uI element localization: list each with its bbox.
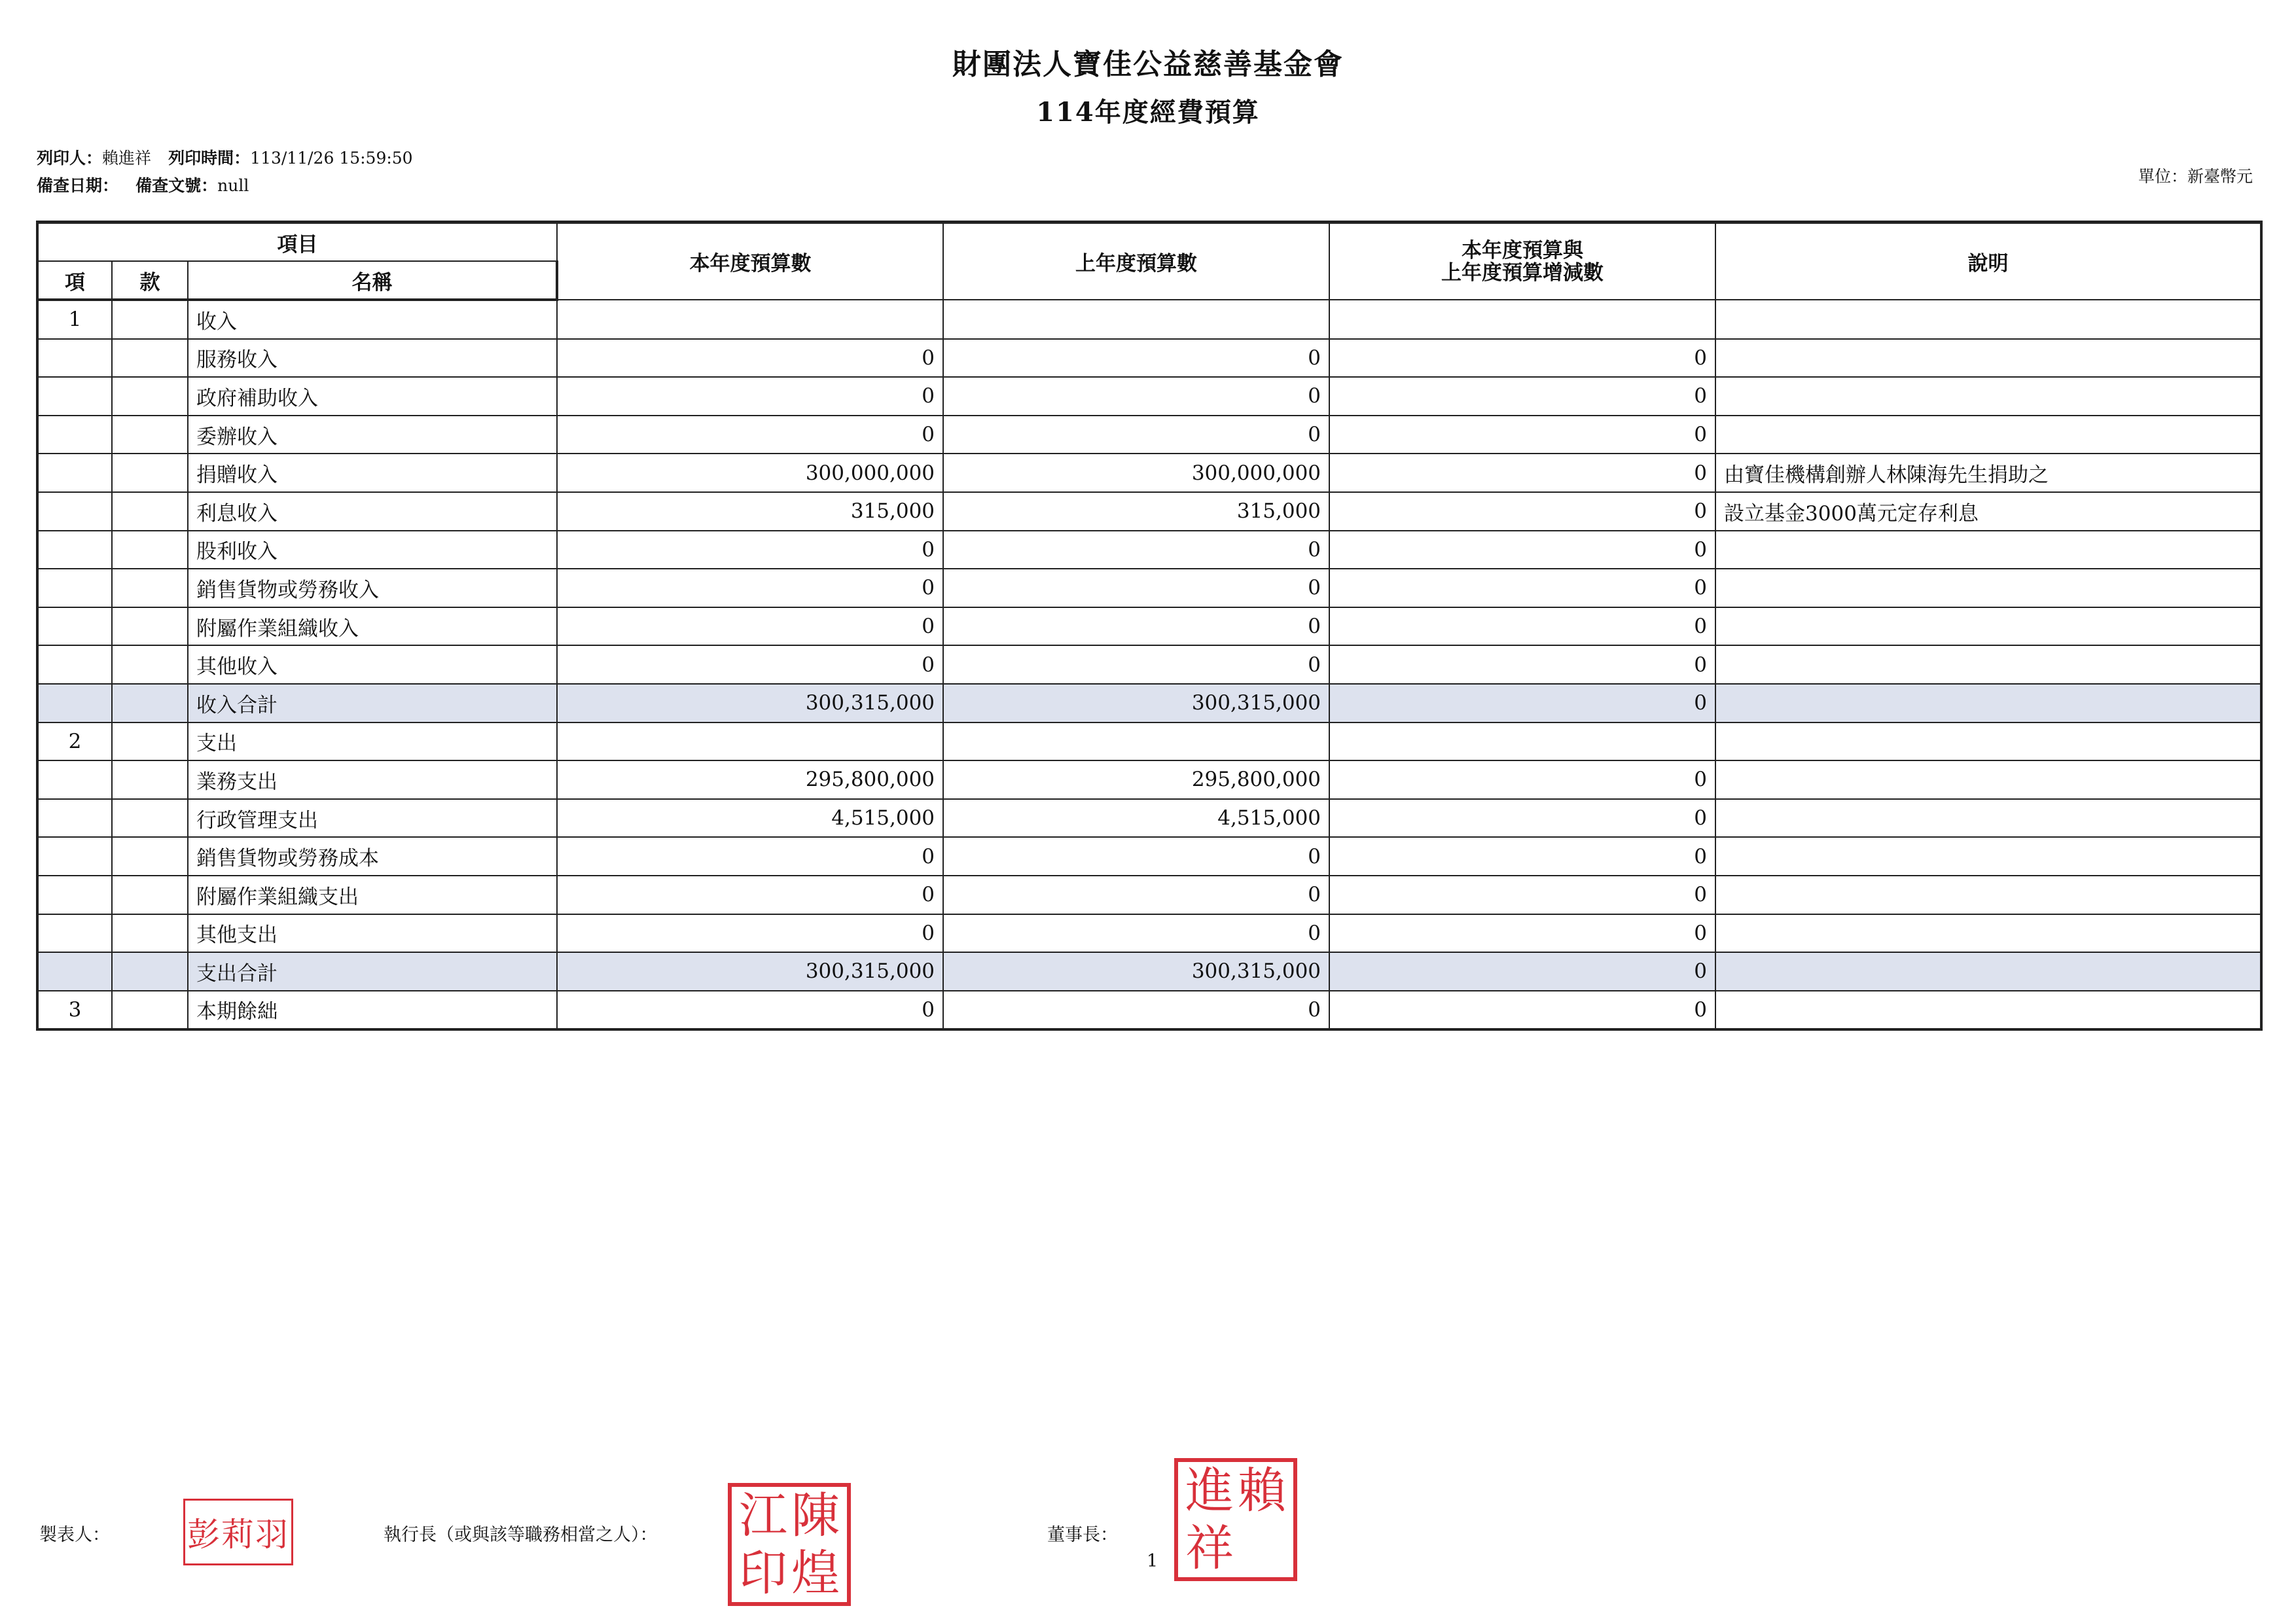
row-diff-cell bbox=[1329, 300, 1715, 339]
filing-no-label: 備查文號： bbox=[135, 176, 218, 195]
table-row bbox=[37, 454, 2261, 492]
row-note-cell bbox=[1715, 722, 2261, 761]
row-previous-cell: 300,315,000 bbox=[943, 952, 1329, 991]
difference-header-line2: 上年度預算增減數 bbox=[1441, 260, 1604, 285]
row-name-cell: 銷售貨物或勞務成本 bbox=[188, 837, 557, 876]
row-name-cell: 行政管理支出 bbox=[188, 799, 557, 838]
row-diff-cell: 0 bbox=[1329, 684, 1715, 722]
row-note-cell bbox=[1715, 952, 2261, 991]
row-note-cell bbox=[1715, 607, 2261, 646]
row-xiang-cell bbox=[37, 569, 112, 607]
row-diff-cell: 0 bbox=[1329, 454, 1715, 492]
row-name-cell: 捐贈收入 bbox=[188, 454, 557, 492]
difference-header bbox=[1329, 223, 1715, 300]
table-row bbox=[37, 416, 2261, 454]
row-name-cell: 支出 bbox=[188, 722, 557, 761]
filing-no-value: null bbox=[217, 176, 249, 195]
preparer-seal: 彭莉羽 bbox=[183, 1499, 293, 1565]
row-note-cell bbox=[1715, 991, 2261, 1030]
row-note-cell bbox=[1715, 645, 2261, 684]
row-kuan-cell bbox=[112, 607, 188, 646]
row-previous-cell: 0 bbox=[943, 569, 1329, 607]
row-diff-cell: 0 bbox=[1329, 760, 1715, 799]
row-kuan-cell bbox=[112, 876, 188, 914]
filing-info bbox=[37, 173, 249, 196]
row-note-cell bbox=[1715, 876, 2261, 914]
row-kuan-cell bbox=[112, 300, 188, 339]
row-current-cell: 4,515,000 bbox=[557, 799, 943, 838]
row-previous-cell: 0 bbox=[943, 645, 1329, 684]
row-note-cell bbox=[1715, 531, 2261, 569]
row-kuan-cell bbox=[112, 492, 188, 531]
row-diff-cell: 0 bbox=[1329, 531, 1715, 569]
row-current-cell: 0 bbox=[557, 531, 943, 569]
row-diff-cell: 0 bbox=[1329, 799, 1715, 838]
row-previous-cell: 295,800,000 bbox=[943, 760, 1329, 799]
row-kuan-cell bbox=[112, 760, 188, 799]
row-diff-cell: 0 bbox=[1329, 645, 1715, 684]
row-kuan-cell bbox=[112, 991, 188, 1030]
row-previous-cell: 0 bbox=[943, 991, 1329, 1030]
row-diff-cell: 0 bbox=[1329, 952, 1715, 991]
row-kuan-cell bbox=[112, 416, 188, 454]
row-previous-cell: 300,000,000 bbox=[943, 454, 1329, 492]
row-current-cell: 315,000 bbox=[557, 492, 943, 531]
row-note-cell: 由寶佳機構創辦人林陳海先生捐助之 bbox=[1715, 454, 2261, 492]
row-name-cell: 收入合計 bbox=[188, 684, 557, 722]
row-current-cell bbox=[557, 300, 943, 339]
row-current-cell: 300,000,000 bbox=[557, 454, 943, 492]
row-name-cell: 業務支出 bbox=[188, 760, 557, 799]
row-kuan-cell bbox=[112, 377, 188, 416]
row-diff-cell bbox=[1329, 722, 1715, 761]
row-current-cell: 0 bbox=[557, 914, 943, 953]
row-xiang-cell bbox=[37, 377, 112, 416]
row-kuan-cell bbox=[112, 339, 188, 378]
row-kuan-cell bbox=[112, 914, 188, 953]
printer-label: 列印人： bbox=[37, 149, 103, 168]
row-diff-cell: 0 bbox=[1329, 991, 1715, 1030]
table-row bbox=[37, 607, 2261, 646]
kuan-header: 款 bbox=[112, 261, 188, 300]
row-previous-cell: 0 bbox=[943, 876, 1329, 914]
row-name-cell: 服務收入 bbox=[188, 339, 557, 378]
page-number: 1 bbox=[1147, 1551, 1158, 1571]
row-kuan-cell bbox=[112, 952, 188, 991]
row-xiang-cell bbox=[37, 492, 112, 531]
row-name-cell: 本期餘絀 bbox=[188, 991, 557, 1030]
row-current-cell: 0 bbox=[557, 377, 943, 416]
table-row bbox=[37, 837, 2261, 876]
chairman-seal: 進 賴 祥 bbox=[1174, 1458, 1297, 1581]
row-note-cell bbox=[1715, 339, 2261, 378]
row-previous-cell: 0 bbox=[943, 607, 1329, 646]
row-diff-cell: 0 bbox=[1329, 339, 1715, 378]
row-diff-cell: 0 bbox=[1329, 837, 1715, 876]
row-kuan-cell bbox=[112, 837, 188, 876]
row-previous-cell bbox=[943, 300, 1329, 339]
row-previous-cell: 0 bbox=[943, 914, 1329, 953]
currency-unit: 單位：新臺幣元 bbox=[2138, 167, 2253, 186]
row-note-cell bbox=[1715, 684, 2261, 722]
table-row bbox=[37, 914, 2261, 953]
row-diff-cell: 0 bbox=[1329, 876, 1715, 914]
row-xiang-cell bbox=[37, 339, 112, 378]
row-current-cell: 0 bbox=[557, 645, 943, 684]
row-previous-cell: 315,000 bbox=[943, 492, 1329, 531]
row-current-cell: 300,315,000 bbox=[557, 952, 943, 991]
row-kuan-cell bbox=[112, 569, 188, 607]
document-title: 114年度經費預算 bbox=[1036, 97, 1260, 128]
row-note-cell bbox=[1715, 914, 2261, 953]
xiang-header: 項 bbox=[37, 261, 112, 300]
table-row bbox=[37, 799, 2261, 838]
row-note-cell: 設立基金3000萬元定存利息 bbox=[1715, 492, 2261, 531]
row-name-cell: 銷售貨物或勞務收入 bbox=[188, 569, 557, 607]
table-row bbox=[37, 377, 2261, 416]
row-note-cell bbox=[1715, 377, 2261, 416]
row-note-cell bbox=[1715, 799, 2261, 838]
row-note-cell bbox=[1715, 760, 2261, 799]
table-row bbox=[37, 339, 2261, 378]
row-diff-cell: 0 bbox=[1329, 377, 1715, 416]
row-name-cell: 附屬作業組織收入 bbox=[188, 607, 557, 646]
previous-budget-header: 上年度預算數 bbox=[943, 223, 1329, 300]
row-name-cell: 股利收入 bbox=[188, 531, 557, 569]
print-time-label: 列印時間： bbox=[168, 149, 251, 168]
row-diff-cell: 0 bbox=[1329, 914, 1715, 953]
row-current-cell: 0 bbox=[557, 569, 943, 607]
row-kuan-cell bbox=[112, 645, 188, 684]
row-previous-cell: 0 bbox=[943, 531, 1329, 569]
row-current-cell: 0 bbox=[557, 607, 943, 646]
table-row bbox=[37, 991, 2261, 1030]
row-name-cell: 其他支出 bbox=[188, 914, 557, 953]
row-current-cell: 0 bbox=[557, 416, 943, 454]
row-kuan-cell bbox=[112, 684, 188, 722]
row-xiang-cell: 3 bbox=[37, 991, 112, 1030]
row-current-cell: 295,800,000 bbox=[557, 760, 943, 799]
table-row bbox=[37, 952, 2261, 991]
row-diff-cell: 0 bbox=[1329, 416, 1715, 454]
row-previous-cell: 0 bbox=[943, 416, 1329, 454]
row-current-cell bbox=[557, 722, 943, 761]
row-previous-cell: 4,515,000 bbox=[943, 799, 1329, 838]
printer-value: 賴進祥 bbox=[102, 149, 152, 168]
table-row bbox=[37, 876, 2261, 914]
row-note-cell bbox=[1715, 300, 2261, 339]
row-xiang-cell bbox=[37, 607, 112, 646]
row-diff-cell: 0 bbox=[1329, 569, 1715, 607]
table-row bbox=[37, 492, 2261, 531]
row-xiang-cell: 1 bbox=[37, 300, 112, 339]
difference-header-line1: 本年度預算與 bbox=[1462, 238, 1584, 262]
row-current-cell: 0 bbox=[557, 876, 943, 914]
row-previous-cell: 0 bbox=[943, 339, 1329, 378]
print-time-value: 113/11/26 15:59:50 bbox=[250, 149, 413, 168]
row-previous-cell bbox=[943, 722, 1329, 761]
row-kuan-cell bbox=[112, 531, 188, 569]
row-name-cell: 支出合計 bbox=[188, 952, 557, 991]
preparer-label: 製表人： bbox=[39, 1525, 110, 1545]
row-xiang-cell bbox=[37, 952, 112, 991]
row-name-cell: 附屬作業組織支出 bbox=[188, 876, 557, 914]
row-xiang-cell bbox=[37, 799, 112, 838]
row-name-cell: 利息收入 bbox=[188, 492, 557, 531]
table-row bbox=[37, 760, 2261, 799]
row-current-cell: 0 bbox=[557, 837, 943, 876]
row-xiang-cell bbox=[37, 645, 112, 684]
row-xiang-cell bbox=[37, 531, 112, 569]
budget-table bbox=[36, 221, 2263, 1031]
row-name-cell: 收入 bbox=[188, 300, 557, 339]
row-note-cell bbox=[1715, 416, 2261, 454]
row-xiang-cell bbox=[37, 914, 112, 953]
table-row bbox=[37, 645, 2261, 684]
table-row bbox=[37, 531, 2261, 569]
row-xiang-cell: 2 bbox=[37, 722, 112, 761]
row-diff-cell: 0 bbox=[1329, 607, 1715, 646]
row-current-cell: 300,315,000 bbox=[557, 684, 943, 722]
row-diff-cell: 0 bbox=[1329, 492, 1715, 531]
row-kuan-cell bbox=[112, 799, 188, 838]
table-row bbox=[37, 569, 2261, 607]
row-note-cell bbox=[1715, 569, 2261, 607]
current-budget-header: 本年度預算數 bbox=[557, 223, 943, 300]
row-previous-cell: 300,315,000 bbox=[943, 684, 1329, 722]
row-xiang-cell bbox=[37, 876, 112, 914]
table-row bbox=[37, 300, 2261, 339]
row-current-cell: 0 bbox=[557, 339, 943, 378]
print-info bbox=[37, 145, 413, 169]
ceo-seal: 江 陳 印 煌 bbox=[728, 1483, 851, 1606]
row-xiang-cell bbox=[37, 454, 112, 492]
organization-title: 財團法人寶佳公益慈善基金會 bbox=[952, 48, 1344, 81]
row-xiang-cell bbox=[37, 837, 112, 876]
row-xiang-cell bbox=[37, 684, 112, 722]
ceo-label: 執行長（或與該等職務相當之人）： bbox=[384, 1525, 658, 1545]
row-current-cell: 0 bbox=[557, 991, 943, 1030]
row-previous-cell: 0 bbox=[943, 377, 1329, 416]
row-name-cell: 其他收入 bbox=[188, 645, 557, 684]
filing-date-label: 備查日期： bbox=[37, 176, 119, 195]
name-header: 名稱 bbox=[188, 261, 557, 300]
row-xiang-cell bbox=[37, 416, 112, 454]
item-group-header: 項目 bbox=[37, 223, 557, 262]
note-header: 說明 bbox=[1715, 223, 2261, 300]
row-name-cell: 委辦收入 bbox=[188, 416, 557, 454]
row-previous-cell: 0 bbox=[943, 837, 1329, 876]
row-note-cell bbox=[1715, 837, 2261, 876]
row-name-cell: 政府補助收入 bbox=[188, 377, 557, 416]
row-kuan-cell bbox=[112, 454, 188, 492]
row-kuan-cell bbox=[112, 722, 188, 761]
chairman-label: 董事長： bbox=[1047, 1525, 1118, 1545]
row-xiang-cell bbox=[37, 760, 112, 799]
table-row bbox=[37, 684, 2261, 722]
table-row bbox=[37, 722, 2261, 761]
